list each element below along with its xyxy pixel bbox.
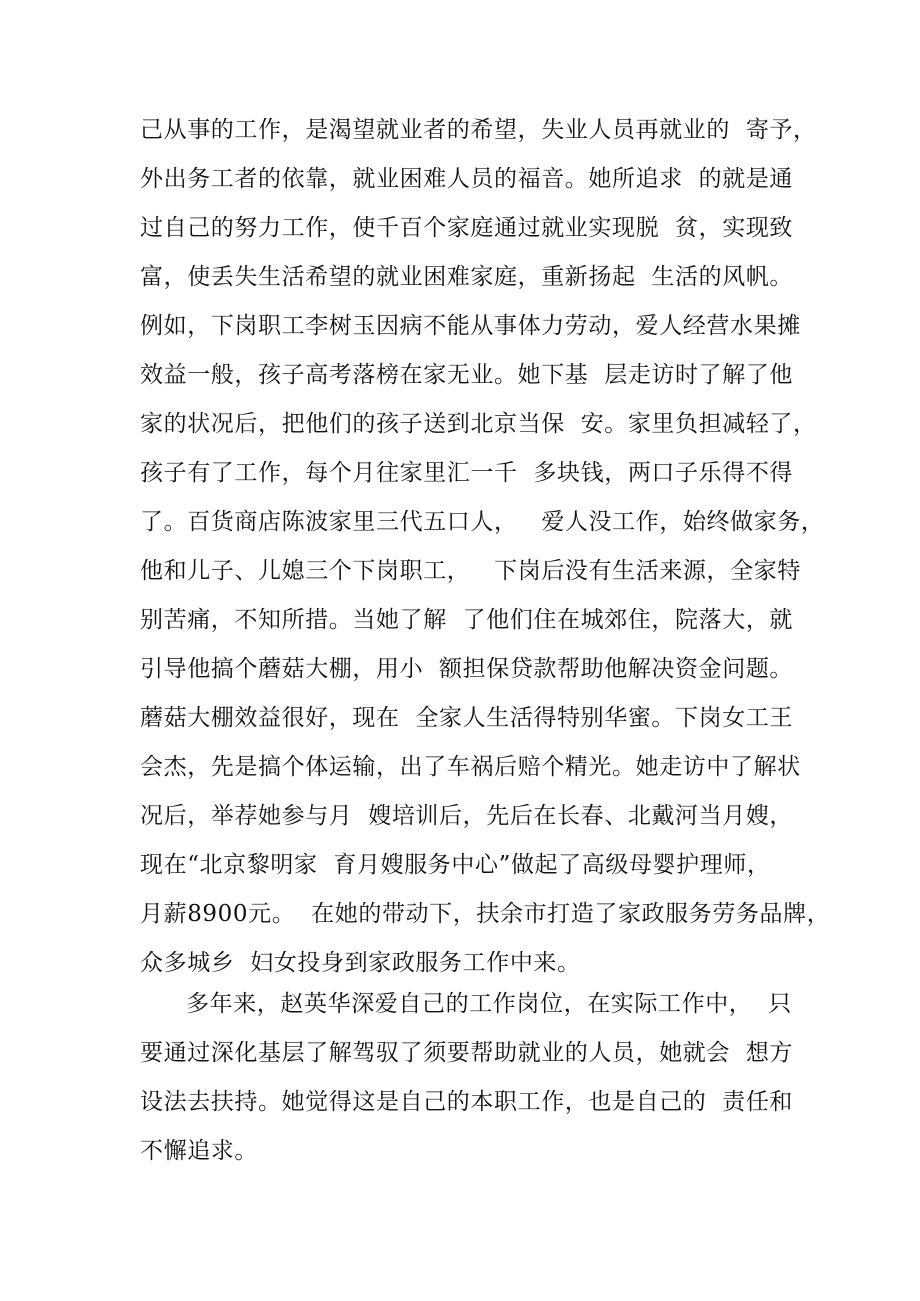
paragraph-line: 会杰，先是搞个体运输，出了车祸后赔个精光。她走访中了解状 xyxy=(140,754,801,780)
paragraph-1 xyxy=(140,106,831,988)
paragraph-line: 富，使丢失生活希望的就业困难家庭，重新扬起 生活的风帆。 xyxy=(140,264,794,290)
paragraph-line: 别苦痛，不知所措。当她了解 了他们住在城郊住，院落大，就 xyxy=(140,607,794,633)
paragraph-line: 现在“北京黎明家 育月嫂服务中心”做起了高级母婴护理师， xyxy=(140,852,771,878)
paragraph-line: 多年来，赵英华深爱自己的工作岗位，在实际工作中， 只 xyxy=(186,991,792,1017)
paragraph-line: 引导他搞个蘑菇大棚，用小 额担保贷款帮助他解决资金问题。 xyxy=(140,656,794,682)
paragraph-line: 蘑菇大棚效益很好，现在 全家人生活得特别华蜜。下岗女工王 xyxy=(140,705,794,731)
paragraph-line: 要通过深化基层了解驾驭了须要帮助就业的人员，她就会 想方 xyxy=(140,1040,794,1066)
paragraph-line: 过自己的努力工作，使千百个家庭通过就业实现脱 贫，实现致 xyxy=(140,215,794,241)
paragraph-line: 众多城乡 妇女投身到家政服务工作中来。 xyxy=(140,950,581,976)
paragraph-line: 己从事的工作，是渴望就业者的希望，失业人员再就业的 寄予， xyxy=(140,117,817,143)
paragraph-line: 家的状况后，把他们的孩子送到北京当保 安。家里负担减轻了， xyxy=(140,411,817,437)
paragraph-line: 外出务工者的依靠，就业困难人员的福音。她所追求 的就是通 xyxy=(140,166,794,192)
paragraph-2 xyxy=(140,980,800,1176)
paragraph-line: 况后，举荐她参与月 嫂培训后，先后在长春、北戴河当月嫂， xyxy=(140,803,794,829)
paragraph-line: 他和儿子、儿媳三个下岗职工， 下岗后没有生活来源，全家特 xyxy=(140,558,801,584)
paragraph-line: 月薪8900元。 在她的带动下，扶余市打造了家政服务劳务品牌， xyxy=(140,901,831,927)
paragraph-line: 效益一般，孩子高考落榜在家无业。她下基 层走访时了解了他 xyxy=(140,362,794,388)
paragraph-line: 孩子有了工作，每个月往家里汇一千 多块钱，两口子乐得不得 xyxy=(140,460,794,486)
paragraph-line: 不懈追求。 xyxy=(140,1138,258,1164)
paragraph-line: 设法去扶持。她觉得这是自己的本职工作，也是自己的 责任和 xyxy=(140,1089,794,1115)
paragraph-line: 例如，下岗职工李树玉因病不能从事体力劳动，爱人经营水果摊 xyxy=(140,313,801,339)
paragraph-line: 了。百货商店陈波家里三代五口人， 爱人没工作，始终做家务， xyxy=(140,509,825,535)
